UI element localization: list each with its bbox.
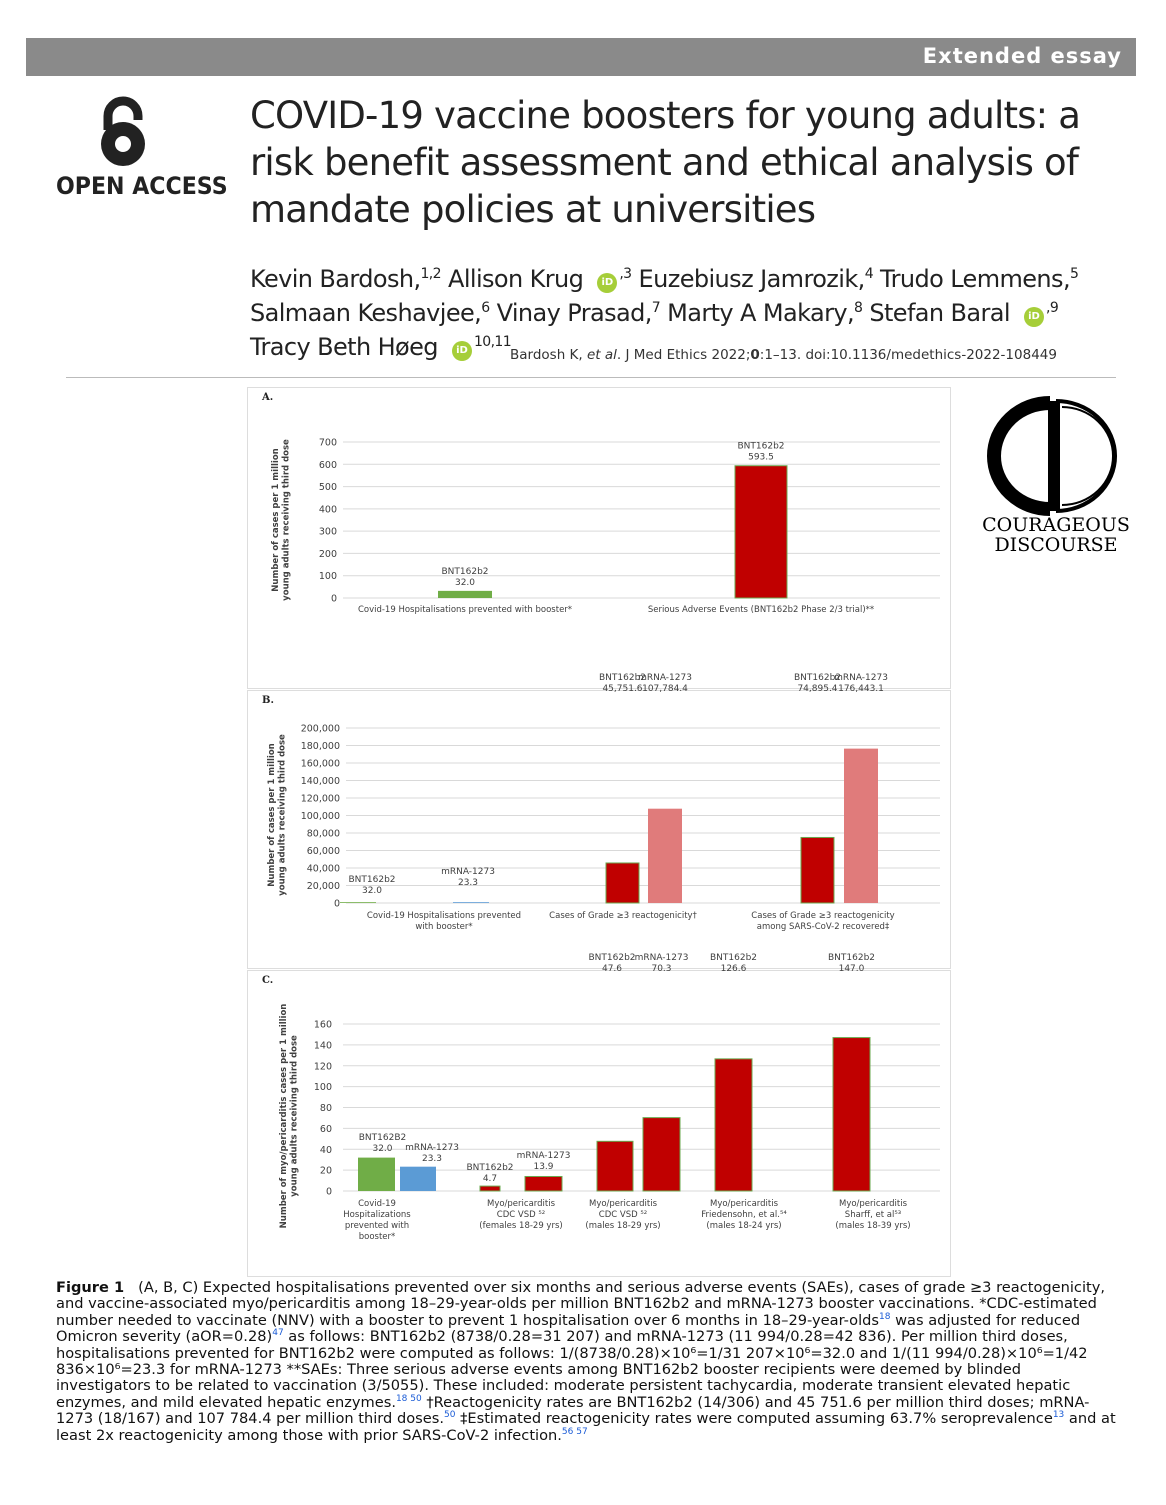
orcid-icon[interactable]: iD	[1024, 307, 1044, 327]
author-affiliation: 1,2	[420, 266, 441, 282]
author-name: Euzebiusz Jamrozik,	[638, 265, 865, 293]
bar-series-label: BNT162b2	[793, 673, 842, 683]
data-label: 593.5	[748, 452, 774, 463]
bar	[648, 809, 682, 903]
data-label: 74,895.4	[797, 684, 838, 694]
data-label: 47.6	[601, 964, 623, 974]
author-name: Kevin Bardosh,	[250, 265, 421, 293]
bar-series-label: BNT162b2	[598, 673, 647, 683]
chart-b	[248, 673, 950, 968]
bar-series-label: BNT162b2	[466, 1163, 514, 1173]
y-tick-label: 200,000	[300, 723, 340, 735]
x-category-label: Covid-19	[358, 1199, 396, 1209]
data-label: 45,751.6	[602, 684, 643, 694]
x-category-label: Sharff, et al⁵³	[844, 1210, 902, 1220]
y-axis-label	[267, 734, 288, 896]
bar	[438, 591, 492, 598]
reference-marker[interactable]: 47	[272, 1328, 284, 1339]
y-tick-label: 160,000	[300, 758, 340, 770]
caption-text: ‡Estimated reactogenicity rates were computed assuming 63.7% seroprevalence	[455, 1410, 1053, 1428]
x-category-label: Myo/pericarditis	[486, 1199, 556, 1209]
author-affiliation: ,9	[1045, 300, 1059, 316]
bar-series-label: BNT162b2	[441, 566, 489, 577]
data-label: 107,784.4	[642, 684, 688, 694]
author-affiliation: 8	[854, 300, 863, 316]
orcid-icon[interactable]: iD	[452, 341, 472, 361]
header-divider	[66, 377, 1116, 378]
bar-series-label: mRNA-1273	[405, 1143, 459, 1153]
open-access-lock-icon	[88, 96, 158, 168]
x-category-label: Myo/pericarditis	[709, 1199, 779, 1209]
data-label: 13.9	[533, 1162, 554, 1172]
y-tick-label: 120,000	[300, 793, 340, 805]
bar	[358, 1158, 395, 1191]
x-category-label: Myo/pericarditis	[588, 1199, 658, 1209]
data-label: 70.3	[651, 964, 672, 974]
data-label: 176,443.1	[838, 684, 884, 694]
bar-series-label: mRNA-1273	[634, 953, 689, 963]
author-affiliation: ,3	[619, 266, 632, 282]
chart-panel-b	[247, 673, 951, 969]
y-tick-label: 40	[319, 1144, 332, 1156]
x-category-label: (females 18-29 yrs)	[479, 1221, 563, 1231]
y-axis-label-line: young adults receiving third dose	[277, 734, 288, 896]
data-label: 4.7	[482, 1174, 498, 1184]
data-label: 147.0	[838, 964, 865, 974]
chart-panel-c	[247, 953, 951, 1277]
author-name: Trudo Lemmens,	[880, 265, 1070, 293]
x-category-label: Serious Adverse Events (BNT162b2 Phase 2/3 trial)**	[647, 605, 875, 615]
y-tick-label: 80,000	[306, 828, 340, 840]
y-tick-label: 60,000	[306, 846, 340, 857]
y-tick-label: 100	[313, 1082, 332, 1094]
y-axis-label-line: Number of myo/pericarditis cases per 1 million	[279, 1003, 289, 1229]
panel-label: C.	[262, 975, 274, 986]
x-category-label: (males 18-39 yrs)	[835, 1221, 911, 1231]
y-tick-label: 400	[318, 504, 337, 516]
x-category-label: Covid-19 Hospitalisations prevented	[366, 911, 522, 921]
y-tick-label: 140	[313, 1040, 332, 1052]
bar	[833, 1038, 870, 1191]
y-tick-label: 160	[313, 1019, 332, 1031]
bar-series-label: BNT162b2	[588, 953, 636, 963]
x-category-label: Cases of Grade ≥3 reactogenicity	[751, 911, 895, 921]
x-category-label: Hospitalizations	[343, 1210, 411, 1220]
caption-body	[56, 1279, 1116, 1444]
data-label: 126.6	[720, 964, 747, 974]
bar	[453, 902, 489, 903]
y-tick-label: 500	[318, 482, 337, 494]
data-label: 23.3	[421, 1154, 443, 1164]
bar-series-label: BNT162B2	[358, 1133, 407, 1143]
y-tick-label: 200	[318, 548, 337, 560]
y-axis-label-line: Number of cases per 1 million	[271, 448, 281, 592]
x-category-label: among SARS-CoV-2 recovered‡	[756, 922, 890, 932]
logo-text-line2: DISCOURSE	[994, 534, 1118, 556]
figure-label: Figure 1	[56, 1279, 125, 1296]
caption-text: †Reactogenicity rates are BNT162b2 (14/306) and 45 751.6 per million third doses; mRNA-1273 (18/167) and 107 784.4 per million third doses.	[56, 1393, 1090, 1428]
author-name: Vinay Prasad,	[496, 299, 652, 327]
y-tick-label: 120	[313, 1061, 332, 1073]
x-category-label: with booster*	[415, 922, 473, 932]
author-name: Allison Krug	[448, 265, 584, 293]
reference-marker[interactable]: 18 50	[395, 1393, 422, 1404]
x-category-label: (males 18-24 yrs)	[706, 1221, 782, 1231]
section-label: Extended essay	[922, 44, 1122, 68]
author-affiliation: 10,11	[473, 334, 512, 350]
x-category-label: (males 18-29 yrs)	[585, 1221, 661, 1231]
x-category-label: prevented with	[344, 1221, 410, 1231]
y-tick-label: 0	[330, 593, 337, 605]
y-tick-label: 300	[318, 526, 337, 538]
bar	[715, 1059, 752, 1191]
y-tick-label: 60	[319, 1123, 332, 1135]
figure-caption	[56, 1280, 1116, 1444]
bar	[801, 837, 834, 903]
bar-series-label: mRNA-1273	[834, 673, 888, 683]
caption-text: (A, B, C) Expected hospitalisations prevented over six months and serious adverse events (SAEs), cases of grade ≥3 reactogenicity, and vaccine-associated myo/pericarditis among 18–29-year-olds per million BNT162b2 and mRNA-1273 booster vaccinations. *CDC-estimated number needed to vaccinate (NNV) with a booster to prevent 1 hospitalisation over 6 months in 18–29-year-olds	[56, 1279, 1106, 1329]
bar-series-label: mRNA-1273	[516, 1151, 571, 1161]
orcid-icon[interactable]: iD	[597, 273, 617, 293]
section-banner	[26, 38, 1136, 76]
y-tick-label: 20	[319, 1165, 332, 1177]
reference-marker[interactable]: 18	[879, 1311, 891, 1322]
x-category-label: Covid-19 Hospitalisations prevented with booster*	[357, 605, 573, 615]
data-label: 32.0	[361, 886, 383, 896]
bar	[597, 1141, 633, 1191]
reference-marker[interactable]: 50	[443, 1410, 456, 1421]
bar	[525, 1176, 562, 1191]
y-tick-label: 20,000	[306, 881, 340, 892]
x-category-label: Cases of Grade ≥3 reactogenicity†	[549, 911, 697, 921]
article-title: COVID-19 vaccine boosters for young adults: a risk benefit assessment and ethical analysis of mandate policies at universities	[250, 94, 1081, 231]
y-axis-label-line: young adults receiving third dose	[289, 1035, 300, 1197]
bar-series-label: mRNA-1273	[441, 867, 495, 877]
x-category-label: Myo/pericarditis	[838, 1199, 908, 1209]
x-category-label: Friedensohn, et al.⁵⁴	[701, 1210, 787, 1220]
bar-series-label: BNT162b2	[737, 441, 785, 452]
y-tick-label: 0	[325, 1186, 332, 1198]
y-tick-label: 100	[318, 571, 337, 583]
y-tick-label: 140,000	[300, 776, 340, 787]
y-tick-label: 80	[319, 1103, 332, 1114]
bar-series-label: mRNA-1273	[638, 673, 692, 683]
data-label: 23.3	[457, 878, 479, 888]
bar-series-label: BNT162b2	[827, 953, 876, 963]
data-label: 32.0	[372, 1144, 393, 1154]
caption-text: and at least 2x reactogenicity among those with prior SARS-CoV-2 infection.	[56, 1410, 1116, 1444]
y-axis-label-line: young adults receiving third dose	[281, 439, 292, 601]
author-affiliation: 5	[1069, 266, 1079, 282]
article-citation: Bardosh K, et al. J Med Ethics 2022;0:1–13. doi:10.1136/medethics-2022-108449	[510, 347, 1057, 363]
chart-panel-a	[247, 387, 951, 689]
bar	[735, 466, 787, 598]
bar	[844, 749, 878, 903]
y-tick-label: 40,000	[306, 863, 340, 875]
bar	[480, 1186, 500, 1191]
x-category-label: CDC VSD ⁵²	[496, 1210, 546, 1220]
author-affiliation: 6	[481, 300, 490, 316]
reference-marker[interactable]: 56 57	[561, 1426, 588, 1437]
bar	[606, 863, 639, 903]
author-affiliation: 7	[651, 300, 661, 316]
bar	[643, 1118, 680, 1191]
bar	[340, 902, 376, 903]
y-tick-label: 600	[318, 459, 337, 471]
author-name: Tracy Beth Høeg	[250, 333, 438, 361]
chart-c	[248, 953, 950, 1276]
panel-label: A.	[262, 392, 274, 403]
open-access-badge: OPEN ACCESS	[56, 172, 228, 200]
caption-text: as follows: BNT162b2 (8738/0.28=31 207) and mRNA-1273 (11 994/0.28=42 836). Per million third doses, hospitalisations prevented for BNT162b2 were computed as follows: 1/(8738/0.28)×10⁶=1/31 207×10⁶=32.0 and 1/(11 994/0.28)×10⁶=1/42 836×10⁶=23.3 for mRNA-1273 **SAEs: Three serious adverse events among BNT162b2 booster recipients were deemed by blinded investigators to be related to vaccination (3/5055). These included: moderate persistent tachycardia, moderate transient elevated hepatic enzymes, and mild elevated hepatic enzymes.	[56, 1328, 1088, 1411]
panel-label: B.	[262, 695, 274, 706]
author-name: Marty A Makary,	[667, 299, 854, 327]
reference-marker[interactable]: 13	[1052, 1410, 1065, 1421]
courageous-discourse-monogram-icon	[994, 401, 1115, 511]
author-name: Stefan Baral	[869, 299, 1010, 327]
data-label: 32.0	[454, 577, 476, 588]
caption-text: was adjusted for reduced Omicron severity (aOR=0.28)	[56, 1311, 1081, 1346]
y-axis-label-line: Number of cases per 1 million	[267, 743, 277, 887]
author-name: Salmaan Keshavjee,	[250, 299, 482, 327]
chart-a	[248, 388, 950, 688]
y-axis-label	[271, 439, 292, 601]
y-axis-label	[279, 1004, 300, 1229]
bar-series-label: BNT162b2	[348, 875, 396, 885]
courageous-discourse-logo	[970, 393, 1140, 558]
x-category-label: booster*	[358, 1232, 396, 1242]
bar	[400, 1167, 436, 1191]
author-affiliation: 4	[864, 266, 873, 282]
bar-series-label: BNT162b2	[709, 953, 758, 963]
x-category-label: CDC VSD ⁵²	[598, 1210, 648, 1220]
y-tick-label: 180,000	[300, 741, 340, 752]
logo-text-line1: COURAGEOUS	[982, 514, 1130, 536]
y-tick-label: 0	[333, 898, 340, 910]
y-tick-label: 700	[318, 437, 337, 449]
y-tick-label: 100,000	[300, 811, 340, 822]
